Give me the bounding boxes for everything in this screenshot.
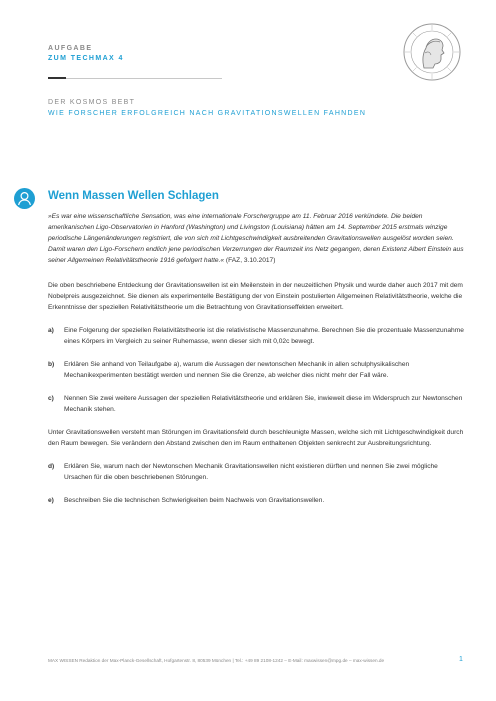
task-letter: b) bbox=[48, 361, 55, 368]
middle-paragraph: Unter Gravitationswellen versteht man Störungen im Gravitationsfeld durch beschleunigte Massen, welche sich mit Lichtgeschwindigkeit durch den Raum bewegen. Sie verändern den Abstand zwischen den im Raum enthaltenen Objekten senkrecht zur Ausbreitungsrichtung. bbox=[48, 429, 464, 447]
task-text: Eine Folgerung der speziellen Relativitätstheorie ist die relativistische Massenzunahme. Berechnen Sie die prozentuale Massenzunahme eines Körpers im Vergleich zu seiner Ruhemasse, wenn dieser sich mit 0,02c bewegt. bbox=[64, 327, 464, 345]
task-a bbox=[48, 325, 466, 347]
quote-source: (FAZ, 3.10.2017) bbox=[225, 257, 276, 264]
task-text: Nennen Sie zwei weitere Aussagen der speziellen Relativitätstheorie und erklären Sie, inwieweit diese im Widerspruch zur Newtonschen Mechanik stehen. bbox=[64, 395, 463, 413]
topic-subtitle: WIE FORSCHER ERFOLGREICH NACH GRAVITATIONSWELLEN FAHNDEN bbox=[48, 110, 367, 117]
section-title: Wenn Massen Wellen Schlagen bbox=[48, 190, 219, 202]
header-subtitle: ZUM TECHMAX 4 bbox=[48, 55, 124, 62]
task-text: Beschreiben Sie die technischen Schwierigkeiten beim Nachweis von Gravitationswellen. bbox=[64, 497, 325, 504]
header-rule-accent bbox=[48, 77, 66, 79]
task-text: Erklären Sie anhand von Teilaufgabe a), warum die Aussagen der newtonschen Mechanik in allen schulphysikalischen Mechanikexperimenten bestätigt werden und nennen Sie die Grenze, ab welcher dies nicht mehr der Fall wäre. bbox=[64, 361, 410, 379]
task-b bbox=[48, 359, 466, 381]
minerva-seal-icon bbox=[402, 22, 462, 82]
intro-paragraph: Die oben beschriebene Entdeckung der Gravitationswellen ist ein Meilenstein in der neuzeitlichen Physik und wurde daher auch 2017 mit dem Nobelpreis ausgezeichnet. Sie dienen als experimentelle Bestätigung der von Einstein postulierten Allgemeinen Relativitätstheorie, welche die Erkenntnisse der speziellen Relativitätstheorie um die Betrachtung von Gravitationseffekten erweitert. bbox=[48, 282, 463, 311]
task-text: Erklären Sie, warum nach der Newtonschen Mechanik Gravitationswellen nicht existieren dürften und nennen Sie zwei mögliche Ursachen für die oben beschriebenen Störungen. bbox=[64, 463, 438, 481]
footer-text: MAX WISSEN Redaktion der Max-Planck-Gesellschaft, Hofgartenstr. 8, 80539 München | Tel.: +49 89 2108-1242 – E-Mail: maxwissen@mpg.de – max-wissen.de bbox=[48, 658, 385, 663]
task-letter: c) bbox=[48, 395, 54, 402]
topic-title: DER KOSMOS BEBT bbox=[48, 99, 136, 106]
section-content bbox=[48, 211, 466, 506]
header-rule bbox=[66, 78, 222, 79]
quote-text: »Es war eine wissenschaftliche Sensation, was eine internationale Forschergruppe am 11. Februar 2016 verkündete. Die beiden amerikanischen Ligo-Observatorien in Hanford (Washington) und Livingston (Louisiana) hätten am 14. September 2015 erstmals winzige periodische Längenänderungen registriert, die von sich mit Lichtgeschwindigkeit ausbreitenden Gravitationswellen ausgelöst worden seien. Damit waren den Ligo-Forschern endlich jene periodischen Verzerrungen der Raumzeit ins Netz gegangen, deren Existenz Albert Einstein aus seiner Allgemeinen Relativitätstheorie 1916 gefolgert hatte.« bbox=[48, 213, 464, 264]
user-icon bbox=[14, 188, 35, 209]
header-label: AUFGABE bbox=[48, 45, 93, 52]
task-d bbox=[48, 461, 466, 483]
task-e bbox=[48, 495, 466, 506]
task-letter: d) bbox=[48, 463, 55, 470]
quote-block bbox=[48, 211, 466, 266]
task-letter: e) bbox=[48, 497, 54, 504]
page-number: 1 bbox=[459, 656, 463, 663]
task-letter: a) bbox=[48, 327, 54, 334]
task-c bbox=[48, 393, 466, 415]
